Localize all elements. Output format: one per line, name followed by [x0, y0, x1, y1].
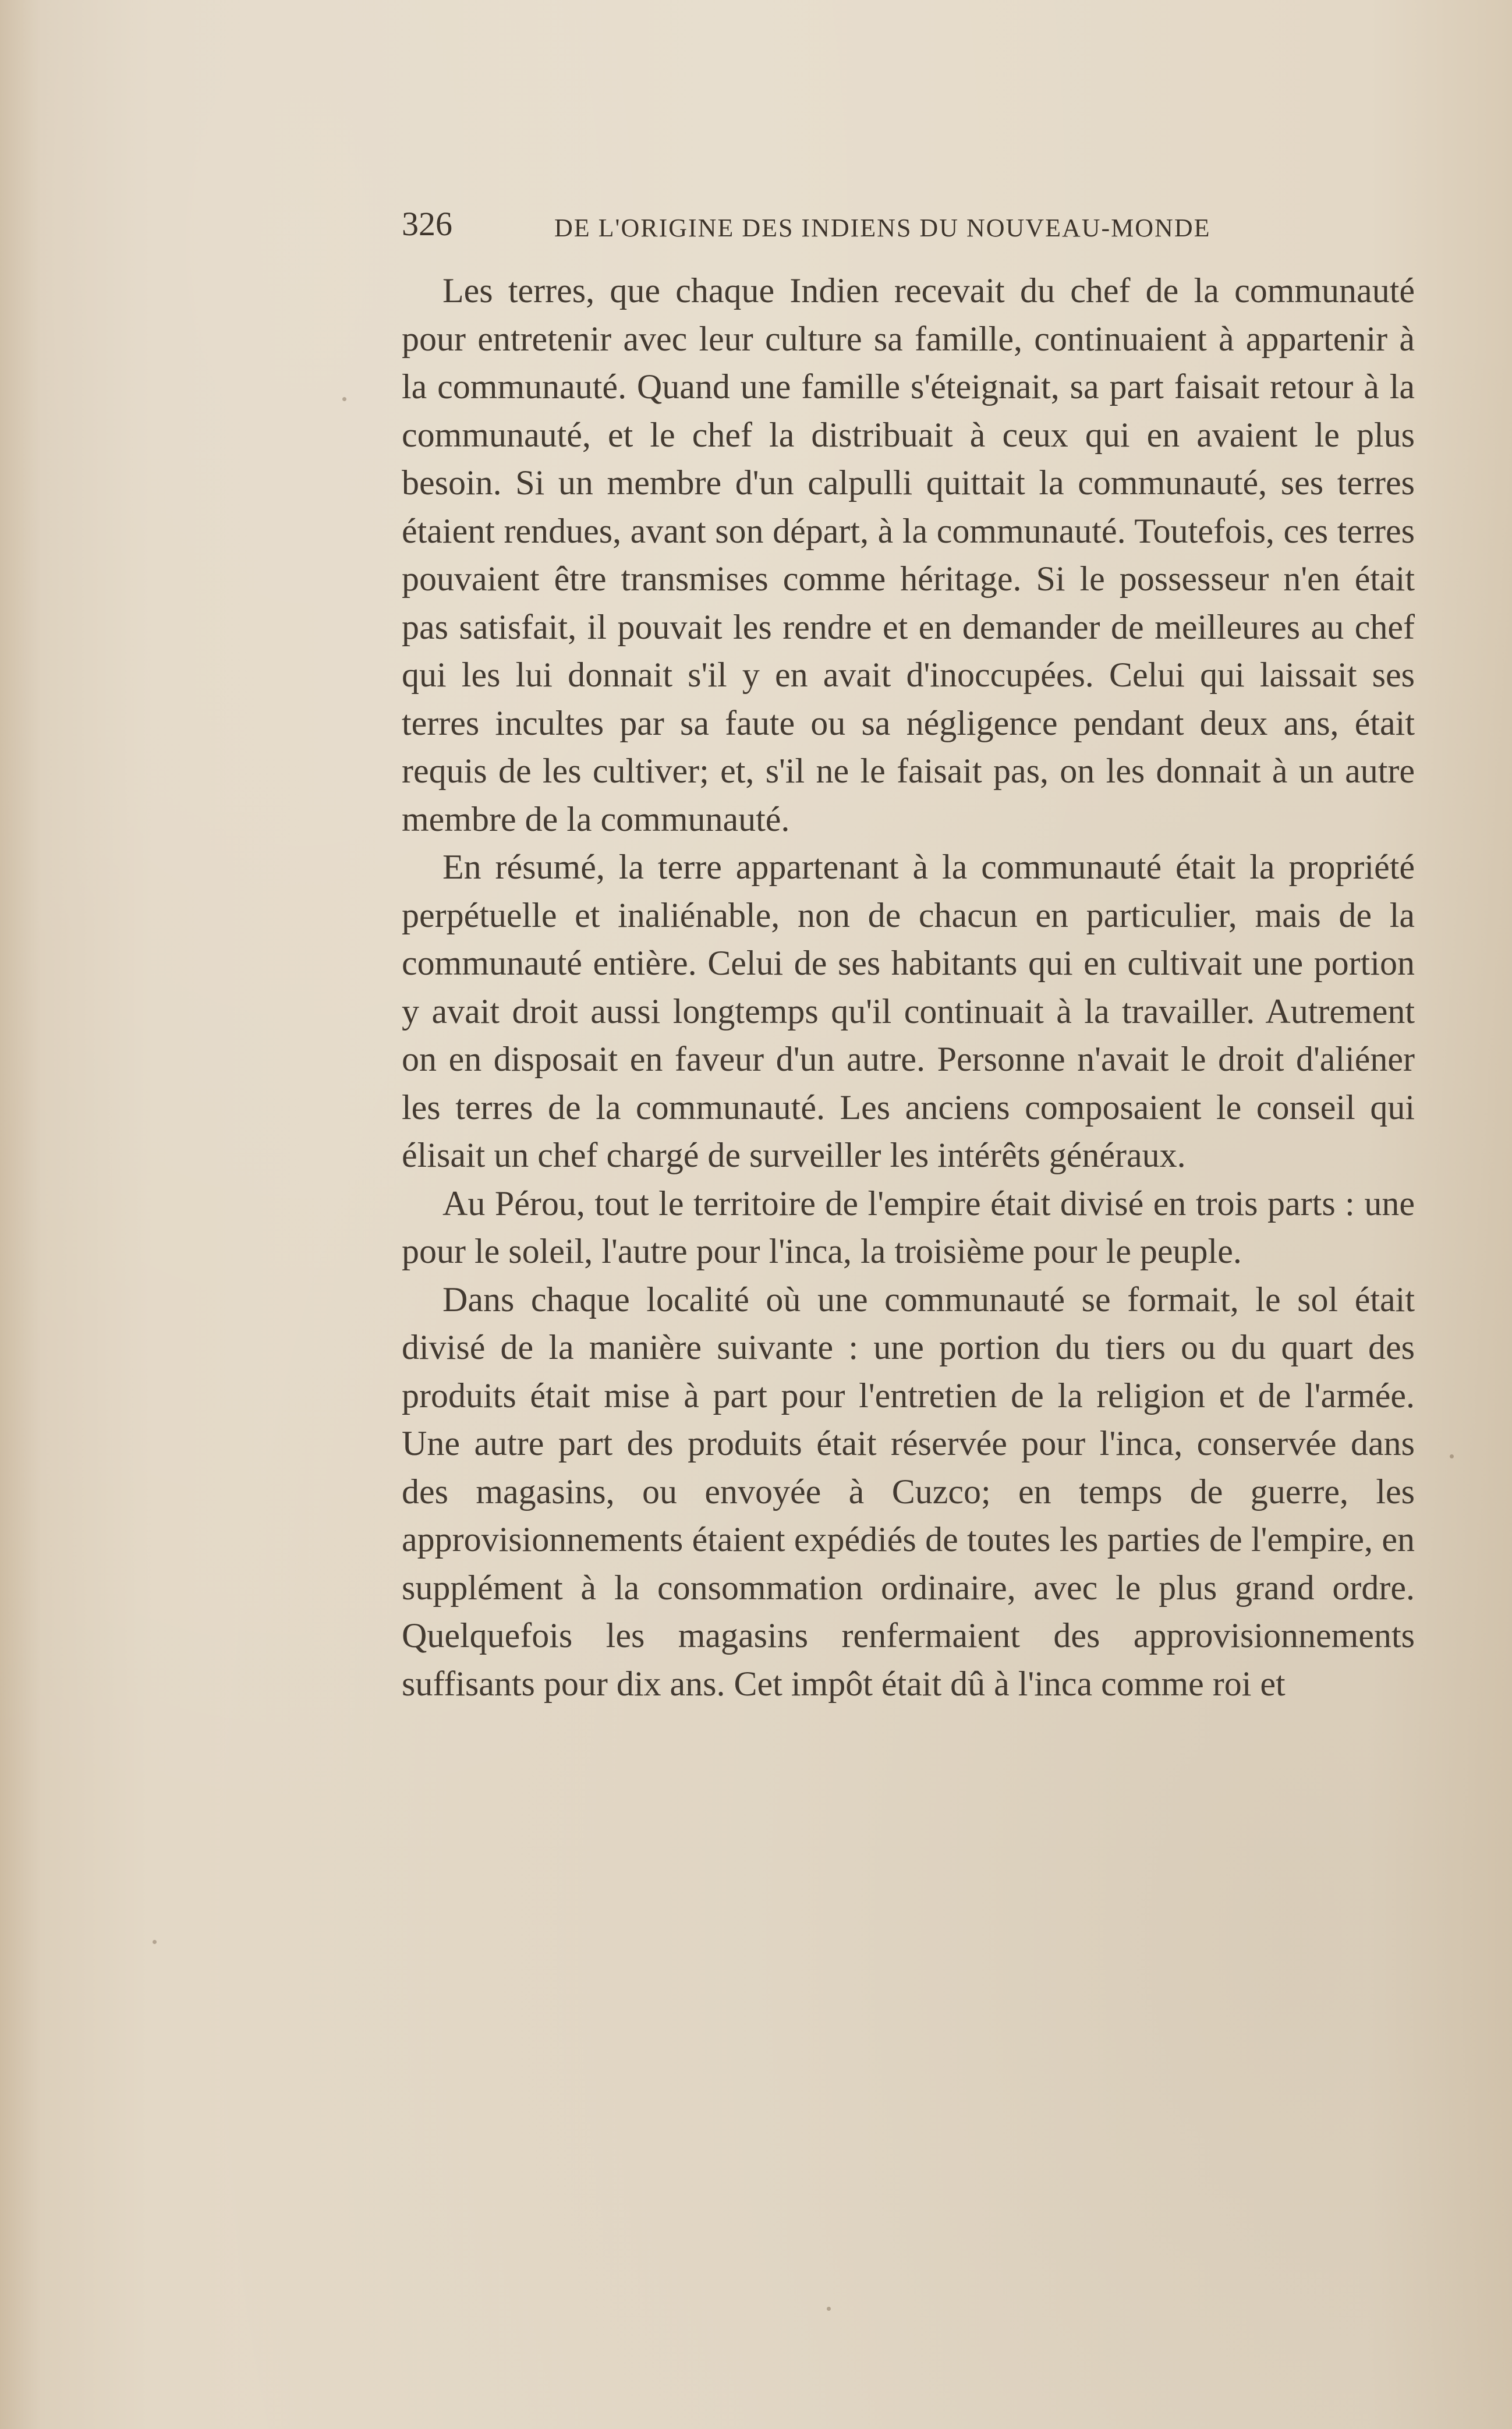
running-head: DE L'ORIGINE DES INDIENS DU NOUVEAU-MONDE [554, 214, 1211, 242]
paper-speck [342, 397, 346, 401]
paper-speck [153, 1940, 157, 1944]
paper-speck [827, 2307, 831, 2311]
page-header [402, 204, 1275, 250]
paragraph-1: Les terres, que chaque Indien recevait du chef de la communauté pour entretenir avec leur culture sa famille, continuaient à appartenir à la communauté. Quand une famille s'éteignait, sa part faisait retour à la communauté, et le chef la distribuait à ceux qui en avaient le plus besoin. Si un membre d'un calpulli quittait la communauté, ses terres étaient rendues, avant son départ, à la communauté. Toutefois, ces terres pouvaient être transmises comme héritage. Si le possesseur n'en était pas satisfait, il pouvait les rendre et en demander de meilleures au chef qui les lui donnait s'il y en avait d'inoccupées. Celui qui laissait ses terres incultes par sa faute ou sa négligence pendant deux ans, était requis de les cultiver; et, s'il ne le faisait pas, on les donnait à un autre membre de la communauté. [402, 271, 1415, 838]
paragraph-2: En résumé, la terre appartenant à la communauté était la propriété perpétuelle et inaliénable, non de chacun en particulier, mais de la communauté entière. Celui de ses habitants qui en cultivait une portion y avait droit aussi longtemps qu'il continuait à la travailler. Autrement on en disposait en faveur d'un autre. Personne n'avait le droit d'aliéner les terres de la communauté. Les anciens composaient le conseil qui élisait un chef chargé de surveiller les intérêts généraux. [402, 848, 1415, 1174]
body-text [402, 267, 1415, 1708]
paragraph-4: Dans chaque localité où une communauté se formait, le sol était divisé de la manière suivante : une portion du tiers ou du quart des produits était mise à part pour l'entretien de la religion et de l'armée. Une autre part des produits était réservée pour l'inca, conservée dans des magasins, ou envoyée à Cuzco; en temps de guerre, les approvisionnements étaient expédiés de toutes les parties de l'empire, en supplément à la consommation ordinaire, avec le plus grand ordre. Quelquefois les magasins renfermaient des approvisionnements suffisants pour dix ans. Cet impôt était dû à l'inca comme roi et [402, 1280, 1415, 1703]
paper-speck [1450, 1454, 1454, 1458]
page-number: 326 [402, 205, 452, 243]
paragraph-3: Au Pérou, tout le territoire de l'empire était divisé en trois parts : une pour le soleil, l'autre pour l'inca, la troisième pour le peuple. [402, 1184, 1415, 1270]
